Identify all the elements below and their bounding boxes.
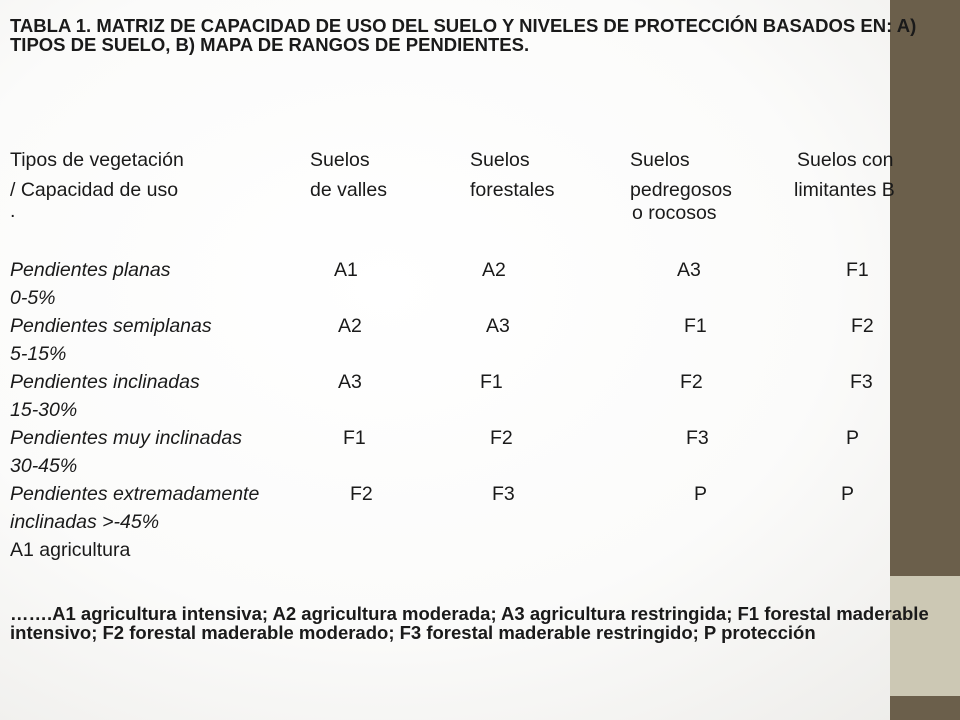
header-col2-line1: Suelos xyxy=(470,149,530,171)
page-title: TABLA 1. MATRIZ DE CAPACIDAD DE USO DEL SUELO Y NIVELES DE PROTECCIÓN BASADOS EN: A) TIPOS DE SUELO, B) MAPA DE RANGOS DE PENDIENTES. xyxy=(10,15,917,55)
row-label: Pendientes extremadamente xyxy=(10,483,260,505)
header-col3-line1: Suelos xyxy=(630,149,690,171)
row-value-limitantes: F1 xyxy=(846,259,869,281)
header-col0-line2: / Capacidad de uso xyxy=(10,179,179,201)
row-value-limitantes: P xyxy=(841,483,855,505)
row-value-valles: F1 xyxy=(343,427,366,449)
row-value-limitantes: F3 xyxy=(850,371,873,393)
row-label: Pendientes planas xyxy=(10,259,171,281)
row-value-valles: A3 xyxy=(338,371,362,393)
row-range: 0-5% xyxy=(10,287,56,309)
note-text: A1 agricultura xyxy=(10,539,131,561)
row-value-forestales: A3 xyxy=(486,315,510,337)
row-value-pedregosos: F3 xyxy=(686,427,709,449)
header-col4-line2: limitantes B xyxy=(794,179,895,201)
header-col1-line2: de valles xyxy=(310,179,387,201)
row-value-valles: A2 xyxy=(338,315,362,337)
row-value-pedregosos: P xyxy=(694,483,708,505)
header-col4-line1: Suelos con xyxy=(797,149,894,171)
row-value-pedregosos: A3 xyxy=(677,259,701,281)
row-label: Pendientes semiplanas xyxy=(10,315,212,337)
row-value-forestales: F3 xyxy=(492,483,515,505)
row-range: 15-30% xyxy=(10,399,78,421)
header-col3-line3: o rocosos xyxy=(632,202,717,224)
row-range: inclinadas >-45% xyxy=(10,511,160,533)
row-value-limitantes: P xyxy=(846,427,860,449)
row-value-valles: F2 xyxy=(350,483,373,505)
header-col0-line3: . xyxy=(10,200,16,222)
row-range: 5-15% xyxy=(10,343,67,365)
legend-footnote: …….A1 agricultura intensiva; A2 agricultura moderada; A3 agricultura restringida; F1 forestal maderable intensivo; F2 forestal maderable moderado; F3 forestal maderable restringido; P protección xyxy=(10,603,929,643)
row-value-forestales: A2 xyxy=(482,259,506,281)
row-label: Pendientes muy inclinadas xyxy=(10,427,242,449)
row-value-pedregosos: F1 xyxy=(684,315,707,337)
row-value-valles: A1 xyxy=(334,259,358,281)
row-label: Pendientes inclinadas xyxy=(10,371,200,393)
header-col1-line1: Suelos xyxy=(310,149,370,171)
row-value-limitantes: F2 xyxy=(851,315,874,337)
row-value-pedregosos: F2 xyxy=(680,371,703,393)
row-value-forestales: F1 xyxy=(480,371,503,393)
header-col2-line2: forestales xyxy=(470,179,555,201)
row-value-forestales: F2 xyxy=(490,427,513,449)
header-col3-line2: pedregosos xyxy=(630,179,732,201)
row-range: 30-45% xyxy=(10,455,78,477)
header-col0-line1: Tipos de vegetación xyxy=(10,149,184,171)
